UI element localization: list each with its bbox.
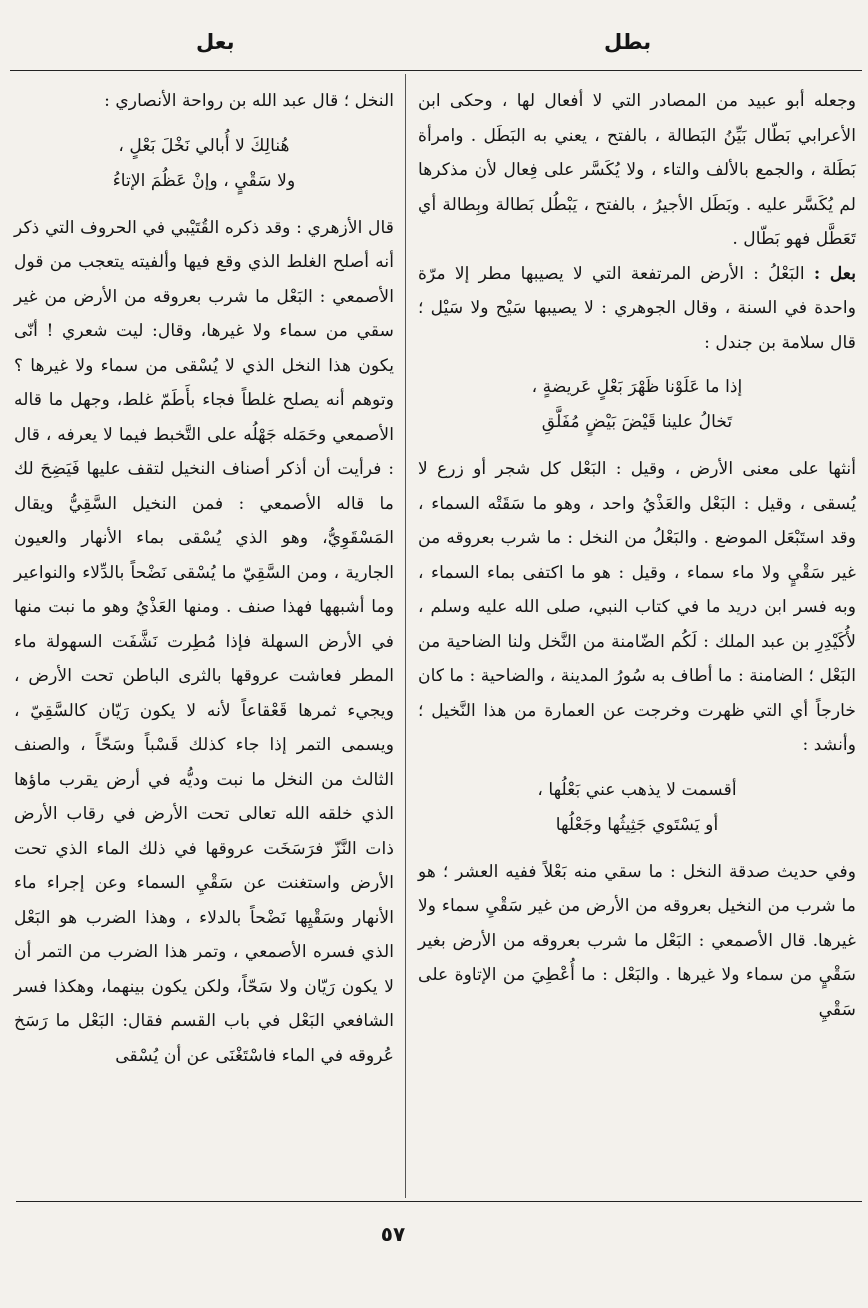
verse-salama: [418, 370, 856, 440]
verse-line: إذا ما عَلَوْنا ظَهْرَ بَعْلٍ عَريضةٍ ،: [531, 377, 743, 397]
right-intro-paragraph: وجعله أبو عبيد من المصادر التي لا أفعال لها ، وحكى ابن الأعرابي بَطّال بَيِّنُ البَطالة ، بالفتح ، يعني به البَطَل . وامرأة بَطَلة ، والجمع بالألف والتاء ، ولا يُكَسَّر على فِعال لأن مذكرها لم يُكَسَّر عليه . وبَطَل الأجيرُ ، بالفتح ، يَبْطُل بَطالة وبِطالة أي تَعَطَّل فهو بَطّال .: [418, 91, 856, 249]
top-rule: [10, 70, 862, 71]
left-intro-paragraph: النخل ؛ قال عبد الله بن رواحة الأنصاري :: [104, 91, 394, 111]
verse-line: هُنالِكَ لا أُبالي نَخْلَ بَعْلٍ ،: [118, 135, 290, 156]
verse-line: تَخالُ علينا قَيْضَ بَيْضٍ مُفَلَّقِ: [541, 412, 733, 432]
entry-paragraph: [418, 257, 856, 361]
column-separator: [405, 74, 406, 1198]
entry-definition: البَعْلُ : الأرض المرتفعة التي لا يصيبها مطر إلا مرّة واحدة في السنة ، وقال الجوهري : لا يصيبها سَيْح ولا سَيْل ؛ قال سلامة بن جندل :: [418, 263, 856, 353]
right-paragraph-2: أنثها على معنى الأرض ، وقيل : البَعْل كل شجر أو زرع لا يُسقى ، وقيل : البَعْل والعَذْيُ واحد ، وهو ما سَقَتْه السماء ، وقد استَبْعَل الموضع . والبَعْلُ من النخل : ما شرب بعروقه من غير سَقْيٍ ولا ماء سماء ، وقيل : هو ما اكتفى بماء السماء ، وبه فسر ابن دريد ما في كتاب النبي، صلى الله عليه وسلم ، لأُكَيْدِرِ بن عبد الملك : لَكُم الضّامنة من النَّخل ولنا الضاحية من البَعْل ؛ الضامنة : ما أطاف به سُورُ المدينة ، والضاحية : ما كان خارجاً أي التي ظهرت وخرجت عن العمارة من هذا النَّخيل ؛ وأنشد :: [418, 459, 856, 755]
entry-headword: بعل :: [813, 263, 857, 284]
page-number: ٥٧: [380, 1222, 406, 1246]
left-paragraph-1: قال الأزهري : وقد ذكره القُتَيْبي في الحروف التي ذكر أنه أصلح الغلط الذي وقع فيها وألفيته يتعجب من قول الأصمعي : البَعْل ما شرب بعروقه من الأرض من غير سقي من سماء ولا غيرها، وقال: ليت شعري ! أنّى يكون هذا النخل الذي لا يُسْقى من سماء ولا غيرها ؟ وتوهم أنه يصلح غلطاً فجاء بأَطَمّ غلط، وجهل ما قاله الأصمعي وحَمَله جَهْلُه على التَّخبط فيما لا يعرفه ، قال : فرأيت أن أذكر أصناف النخيل لتقف عليها فَيَضِحَ لك ما قاله الأصمعي : فمن النخيل السَّقِيُّ ويقال المَسْقَوِيُّ، وهو الذي يُسْقى بماء الأنهار والعيون الجارية ، ومن السَّقِيّ ما يُسْقى نَضْحاً بالدِّلاء والنواعير وما أشبهها فهذا صنف . ومنها العَذْيُ وهو ما نبت منها في الأرض السهلة فإذا مُطِرت نَشَّفَت السهولة ماء المطر فعاشت عروقها بالثرى الباطن تحت الأرض ، ويجيء ثمرها قَعْقاعاً لأنه لا يكون رَيّان كالسَّقِيّ ، ويسمى التمر إذا جاء كذلك قَسْباً وسَحّاً ، والصنف الثالث من النخل ما نبت وديُّه في أرض يقرب ماؤها الذي خلقه الله تعالى تحت الأرض في رقاب الأرض ذات النَّزّ فرَسَخَت عروقها في ذلك الماء الذي تحت الأرض واستغنت عن سَقْيِ السماء وعن إجراء ماء الأنهار وسَقْيِها نَضْحاً بالدلاء ، وهذا الضرب هو البَعْل الذي فسره الأصمعي ، وتمر هذا الضرب من التمر أن لا يكون رَيّان ولا سَحّاً، ولكن يكون بينهما، وهكذا فسر الشافعي البَعْل في باب القسم فقال: البَعْل ما رَسَخ عُروقه في الماء فاسْتَغْنَى عن أن يُسْقى: [14, 217, 394, 1066]
verse-aqsamt: [418, 773, 856, 843]
verse-line: أقسمت لا يذهب عني بَعْلُها ،: [537, 779, 737, 800]
running-head-right: بطل: [604, 30, 652, 54]
right-column: [418, 84, 856, 1027]
bottom-rule: [16, 1201, 862, 1202]
right-paragraph-3: وفي حديث صدقة النخل : ما سقي منه بَعْلاً ففيه العشر ؛ هو ما شرب من النخيل بعروقه من الأرض من غير سَقْيِ سماء ولا غيرها. قال الأصمعي : البَعْل ما شرب بعروقه من الأرض بغير سَقْيٍ من سماء ولا غيرها . والبَعْل : ما أُعْطِيَ من الإتاوة على سَقْيِ: [418, 861, 856, 1020]
left-column: [14, 84, 394, 1073]
running-head-left: بعل: [196, 30, 235, 54]
verse-line: ولا سَقْيٍ ، وإنْ عَظُمَ الإتاءُ: [112, 170, 296, 191]
verse-line: أو يَسْتَوي جَثِيثُها وجَعْلُها: [555, 814, 719, 835]
verse-ibn-rawaha: [14, 129, 394, 199]
